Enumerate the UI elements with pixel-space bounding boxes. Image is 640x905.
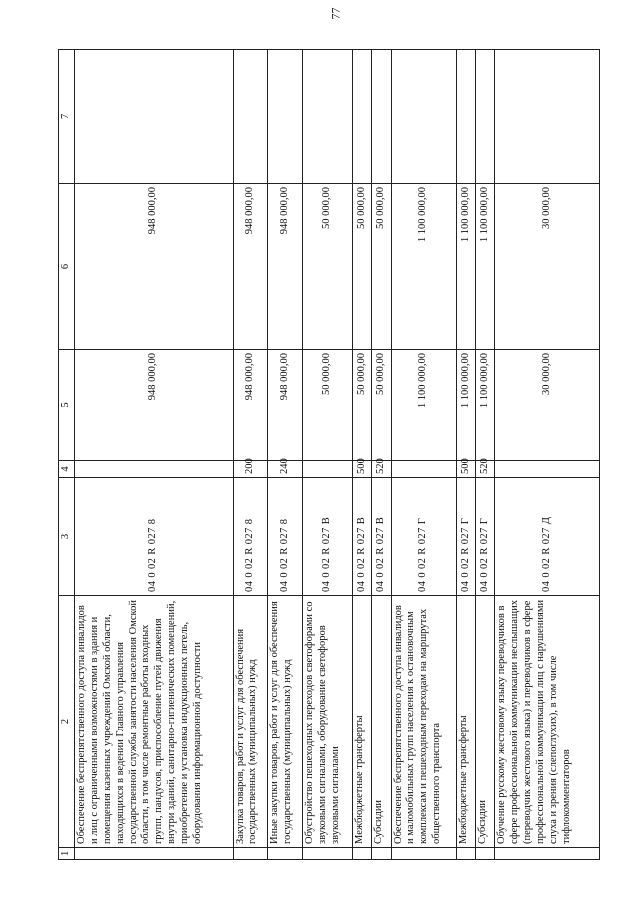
row-value-6: 948 000,00: [233, 184, 268, 350]
header-cell: 6: [59, 184, 75, 350]
table-row: [233, 50, 268, 860]
row-value-7: [495, 50, 600, 184]
row-code: 04 0 02 R 027 Г: [457, 478, 476, 596]
row-index: [495, 848, 600, 860]
row-value-6: 1 100 000,00: [457, 184, 476, 350]
row-index: [476, 848, 495, 860]
row-description: Обустройство пешеходных переходов светофорами со звуковыми сигналами, оборудование светофоров звуковыми сигналами: [303, 596, 353, 848]
row-value-6: 1 100 000,00: [476, 184, 495, 350]
row-value-7: [353, 50, 372, 184]
row-value-5: 1 100 000,00: [391, 350, 457, 461]
row-description: Межбюджетные трансферты: [353, 596, 372, 848]
row-value-6: 50 000,00: [372, 184, 391, 350]
row-index: [233, 848, 268, 860]
header-cell: 3: [59, 478, 75, 596]
row-value-5: 1 100 000,00: [457, 350, 476, 461]
row-value-5: 1 100 000,00: [476, 350, 495, 461]
row-value-7: [233, 50, 268, 184]
row-value-5: 50 000,00: [372, 350, 391, 461]
table-row: [303, 50, 353, 860]
header-cell: 7: [59, 50, 75, 184]
row-value-7: [391, 50, 457, 184]
row-index: [303, 848, 353, 860]
row-description: Субсидии: [476, 596, 495, 848]
rotated-table-wrapper: [58, 50, 600, 860]
header-cell: 2: [59, 596, 75, 848]
table-row: [353, 50, 372, 860]
row-index: [268, 848, 303, 860]
table-row: [268, 50, 303, 860]
row-value-7: [372, 50, 391, 184]
row-index: [457, 848, 476, 860]
row-code: 04 0 02 R 027 В: [372, 478, 391, 596]
row-index: [74, 848, 233, 860]
row-description: Обеспечение беспрепятственного доступа инвалидов и лиц с ограниченными возможностями в здания и помещения казенных учреждений Омской области, находящихся в ведении Главного управления государственной службы занятости населения Омской области, в том числе ремонтные работы входных групп, пандусов, приспособление путей движения внутри зданий, санитарно-гигиенических помещений, приобретение и установка индукционных петель, оборудования информационной доступности: [74, 596, 233, 848]
row-code: 04 0 02 R 027 Г: [391, 478, 457, 596]
table-row: [476, 50, 495, 860]
row-code: 04 0 02 R 027 Д: [495, 478, 600, 596]
row-value-5: 50 000,00: [303, 350, 353, 461]
row-index: [372, 848, 391, 860]
row-value-7: [457, 50, 476, 184]
row-description: Закупка товаров, работ и услуг для обеспечения государственных (муниципальных) нужд: [233, 596, 268, 848]
row-index: [391, 848, 457, 860]
row-kvr: 240: [268, 461, 303, 478]
row-kvr: 200: [233, 461, 268, 478]
row-value-6: 30 000,00: [495, 184, 600, 350]
row-value-6: 50 000,00: [353, 184, 372, 350]
budget-table: [58, 49, 600, 860]
row-code: 04 0 02 R 027 В: [353, 478, 372, 596]
row-description: Обучение русскому жестовому языку переводчиков в сфере профессиональной коммуникации неслышащих (переводчик жестового языка) и переводчиков в сфере профессиональной коммуникации лиц с нарушениями слуха и зрения (слепоглухих), в том числе тифлокомментаторов: [495, 596, 600, 848]
table-row: [391, 50, 457, 860]
row-value-7: [476, 50, 495, 184]
row-value-5: 948 000,00: [268, 350, 303, 461]
row-value-5: 948 000,00: [74, 350, 233, 461]
row-kvr: [74, 461, 233, 478]
row-kvr: [495, 461, 600, 478]
row-value-6: 50 000,00: [303, 184, 353, 350]
row-code: 04 0 02 R 027 8: [233, 478, 268, 596]
row-value-7: [268, 50, 303, 184]
row-description: Обеспечение беспрепятственного доступа инвалидов и маломобильных групп населения к остановочным комплексам и пешеходным переходам на маршрутах общественного транспорта: [391, 596, 457, 848]
row-code: 04 0 02 R 027 В: [303, 478, 353, 596]
table-row: [74, 50, 233, 860]
row-index: [353, 848, 372, 860]
header-cell: 4: [59, 461, 75, 478]
row-kvr: [303, 461, 353, 478]
row-description: Иные закупки товаров, работ и услуг для обеспечения государственных (муниципальных) нужд: [268, 596, 303, 848]
row-value-5: 50 000,00: [353, 350, 372, 461]
row-kvr: 520: [476, 461, 495, 478]
row-description: Субсидии: [372, 596, 391, 848]
row-value-7: [74, 50, 233, 184]
header-row: [59, 50, 75, 860]
row-value-5: 30 000,00: [495, 350, 600, 461]
row-code: 04 0 02 R 027 Г: [476, 478, 495, 596]
row-value-5: 948 000,00: [233, 350, 268, 461]
table-row: [372, 50, 391, 860]
row-kvr: 500: [353, 461, 372, 478]
table-row: [457, 50, 476, 860]
header-cell: 1: [59, 848, 75, 860]
row-value-6: 948 000,00: [268, 184, 303, 350]
row-value-7: [303, 50, 353, 184]
row-description: Межбюджетные трансферты: [457, 596, 476, 848]
header-cell: 5: [59, 350, 75, 461]
row-code: 04 0 02 R 027 8: [268, 478, 303, 596]
page-number: 77: [328, 7, 343, 20]
row-kvr: 500: [457, 461, 476, 478]
row-kvr: 520: [372, 461, 391, 478]
table-row: [495, 50, 600, 860]
row-value-6: 1 100 000,00: [391, 184, 457, 350]
row-code: 04 0 02 R 027 8: [74, 478, 233, 596]
row-kvr: [391, 461, 457, 478]
row-value-6: 948 000,00: [74, 184, 233, 350]
